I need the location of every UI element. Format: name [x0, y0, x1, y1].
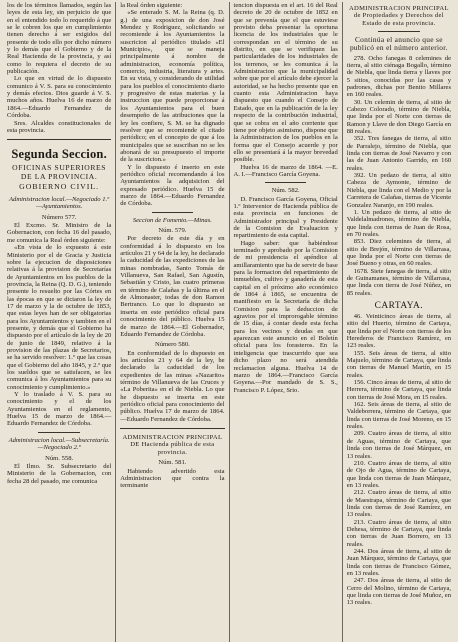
item-number: Núm. 579. [158, 227, 187, 235]
divider [378, 31, 420, 32]
item-number: Número 577. [41, 213, 77, 221]
listing-entry: 244. Dos áreas de tierra, al sitio de Juan Márquez, término de Cartaya, que linda con tierras de Francisco Gómez, en 13 reales. [346, 547, 451, 577]
listing-entry: 46. Veinticinco áreas de tierra, al sitio del Huerto, término de Cartaya, que linda por el Norte con tierras de los Herederos de Francisco Ramírez, en 123 reales. [346, 312, 451, 350]
article-text: Por decreto de este día y en conformidad á lo dispuesto en los artículos 21 y 64 de la ley, he declarado la caducidad de las expediciones de las minas nombradas, Santo Tomás de Villanueva, San Rafael, San Agustín, Sebastián y Cristo, las cuatro primeras en término de Calañas y la última en el de Almonaster, todas de don Ramon Bertranco. Lo que lo dispuesto se inserta en este periódico oficial para conocimiento del público. Huelva 15 de marzo de 1864.—El Gobernador, Eduardo Fernandez de Córdoba. [120, 235, 225, 338]
section-subtitle: OFICINAS SUPERIORES DE LA PROVINCIA. [12, 163, 107, 181]
column-3 [229, 2, 342, 642]
listing-entry: 392. Un pedazo de tierra, al sitio Cabeza de Aymonte, término de Niebla, que linda con el Medio y por la Carretera de Calañas, tierras de Vicente Gonzalez Naranjo, en 190 reales. [346, 172, 451, 209]
listing-entry: 30. Un celemin de tierra, al sitio de Cabezo Colorado, término de Niebla, que linda por el Norte con tierras de Ramon y Llave de don Diego García en 88 reales. [346, 98, 451, 136]
listing-entry: 1678. Siete fanegas de tierra, al sitio de Guinamanes, término de Villarrasa, que linda con tierra de José Núñez, en 85 reales. [346, 267, 451, 297]
listing-entry: 210. Cuatro áreas de tierra, al sitio de Ojo de Agua, término de Cartaya, que linda con tierras de Juan Márquez, en 13 reales. [346, 459, 451, 489]
divider [38, 432, 80, 433]
article-text: «Se enterado S. M. la Reina (q. D. g.) de una exposicion de don José Mendez y Rodriguez, solicitando se recomiende á los Ayuntamientos la suscricion al periódico titulado «El Municipio», que se maneja principalmente á nombre de administracion, economía política, comercio, industria, literatura y artes. En su vista, y considerando de utilidad para los pueblos el conocimiento diario y progresivo de estas materias y la instruccion que puede proporcionar á los Ayuntamientos para el buen desempeño de las atribuciones que la ley les confiere, S. M. se ha dignado resolver que se recomiende el citado periódico; en el concepto de que á los municipales que se suscriban no se les abonará de su presupuesto el importe de la suscricion.» [120, 9, 225, 164]
item-number: Núm. 582. [271, 187, 300, 195]
divider [7, 139, 111, 140]
divider [120, 428, 224, 429]
article-text: Y lo traslado á V. S. para su conocimiento y el de los Ayuntamientos en el reglamento, Huelva 15 de marzo de 1864.—Eduardo Fernandez de Córdoba. [7, 391, 112, 428]
listing-entry: 1. Un pedazo de tierra, al sitio de Valdelalmadrones, término de Niebla, que linda con tierras de Juan de Rosa, en 70 reales. [346, 208, 451, 238]
listing-entry: 155. Seis áreas de tierra, al sitio Majuelo, término de Cartaya, que linda con tierras de Manuel Martín, en 15 reales. [346, 349, 451, 379]
listing-entry: 162. Seis áreas de tierra, al sitio de Valdeborrera, término de Cartaya, que linda con tierras de José Moreno, en 15 reales. [346, 401, 451, 431]
article-text: El Ilmo. Sr. Subsecretario del Ministerio de la Gobernacion, con fecha 28 del pasado, me comunica [7, 462, 112, 485]
listing-entry: 156. Cinco áreas de tierra, al sitio de Herrera, término de Cartaya, que linda con tierras de José Mora, en 15 reales. [346, 379, 451, 401]
article-text: los de los términos llamados, según las leyes de esta ley, sin perjuicio de que en el entendido todo lo requerido á que se le cobren los que en cumplimiento tienen derecho á ser exigidos del presente de todo ello por dicho número y lo demás que el Gobierno y de la Real Hacienda de la provincia, y así como lo requiera el decreto de su publicación. [7, 2, 112, 76]
listing-entry: 247. Dos áreas de tierra, al sitio de Cerro del Molino, término de Cartaya, que linda con tierras de José Muñoz, en 13 reales. [346, 577, 451, 607]
listing-entry: 213. Cuatro áreas de tierra, al sitio Dehesa, término de Cartaya, que linda con tierras de Juan Borrero, en 13 reales. [346, 518, 451, 548]
listing-entry: 278. Ocho fanegas 8 celemines de tierra, al sitio ciénaga Bogallo, término de Niebla, que linda tierra y llaves por 5 sitios, conocidas por las casas y padrones, dichas por Benito Millares en 160 reales. [346, 54, 451, 99]
column-4 [342, 2, 455, 642]
town-heading: CARTAYA. [374, 300, 424, 311]
article-text: tencion dispuesta en el art. 16 del Real decreto de 20 de octubre de 1852 en que se prevenía que el que estuviese provisto deba presentar la oportuna licencia de los industriales que le correspondan en el término de su distrito, en que se verifiquen las particularidades de los industriales de los terrenos, se les comunica á la Administracion que la municipalidad sobre que por el artículo debe ejercer la autoridad, se ha hecho presente que en cuanto esta Administracion haya dispuesto que cuando el Consejo de Estado, que en la publicación de la ley respecto de la contribución industrial, que se cobra en el año corriente que tiene por objeto asimismo, dispone que la Administracion de los pueblos en la forma que el Consejo acuerde y por ello se presentará á la mayor brevedad posible. [233, 2, 338, 164]
office-heading: ADMINISTRACION PRINCIPAL de Propiedades y Derechos del Estado de esta provincia. [348, 5, 449, 27]
article-text: Hago saber: que habiéndose terminado y aprobado por la Comision de mi presidencia el apéndice al amillaramiento que ha de servir de base para la formacion del repartimiento de inmuebles, cultivo y ganadería de esta capital en el próximo año económico de 1864 á 1865, se encuentra de manifiesto en la Secretaría de dicha Comision para la deduccion de agravios por el improrogable término de 15 días, á contar desde esta fecha para los vecinos y deudas en que aparezcan este anuncio en el Boletín oficial para los forasteros. En la inteligencia que trascurrido que sea dicho plazo no será atendida reclamacion alguna. Huelva 14 de marzo de 1864.—Francisco García Goyena.—Por mandado de S. S., Francisco P. López, Srio. [233, 239, 338, 394]
item-number: Núm. 558. [45, 454, 74, 462]
article-text: D. Francisco García Goyena, Oficial 1.º Interventor de Hacienda pública de esta provincia en funciones de Administrador principal y Presidente de la Comision de Evaluacion y repartimiento de esta capital. [233, 195, 338, 240]
listing-entry: 352. Tres fanegas de tierra, al sitio de Parralejo, término de Niebla, que linda con tierras de José Navarro y con las de Juan Antonio Garrido, en 160 reales. [346, 135, 451, 172]
column-1 [3, 2, 115, 642]
section-title: Segunda Seccion. [11, 147, 107, 162]
listing-entry: 209. Cuatro áreas de tierra, al sitio de Aguas, término de Cartaya, que linda con tierras de José Márquez, en 13 reales. [346, 430, 451, 460]
article-text: la Real órden siguiente: [120, 2, 183, 9]
department-heading: Seccion de Fomento.—Minas. [132, 216, 212, 224]
column-2 [115, 2, 228, 642]
divider [152, 212, 194, 213]
notice-heading: Continúa el anuncio que se publicó en el número anterior. [349, 35, 448, 53]
listing-entry: 853. Diez celemines de tierra, al sitio de Brejón, término de Villarrasa, que linda por el Norte con tierras de José Bueno y otras, en 60 reales. [346, 238, 451, 268]
article-text: Huelva 16 de marzo de 1864. —E. A. I.—Francisco García Goyena. [233, 163, 338, 178]
item-number: Número 580. [154, 341, 190, 349]
article-text: Y lo dispuesto é inserto en este periódico oficial recomendando á los Ayuntamientos la adquisicion del expresado periódico. Huelva 15 de marzo de 1864.—Eduardo Fernandez de Córdoba. [120, 163, 225, 208]
department-heading: Administracion local.—Negociado 1.º—Ayuntamientos. [9, 195, 110, 211]
article-text: En conformidad de lo dispuesto en los artículos 21 y 64 de la ley, he declarado la caducidad de los expedientes de las minas «Nazarito» término de Villanueva de las Cruces y «La Poberita» en el de Niebla. Lo que he dispuesto se inserta en este periódico oficial para conocimiento del público. Huelva 17 de marzo de 1864.—Eduardo Fernandez de Córdoba. [120, 349, 225, 423]
office-title: GOBIERNO CIVIL. [19, 182, 100, 192]
article-text: Lo que en virtud de lo dispuesto comunico á V. S. para su conocimiento y demás efectos. Dios guarde á V. S. muchos años. Huelva 16 de marzo de 1864.—Eduardo Fernandez de Córdoba. [7, 75, 112, 120]
article-text: Habiendo advertido esta Administracion que contra la terminante [120, 467, 225, 490]
item-number: Núm. 581. [158, 459, 187, 467]
office-heading: ADMINISTRACION PRINCIPAL DE Hacienda pública de esta provincia. [122, 433, 223, 456]
article-text: Sres. Alcaldes constitucionales de esta provincia. [7, 119, 112, 134]
department-heading: Administracion local.—Subsecretaría.—Negociado 2.º [8, 436, 110, 452]
article-text: «En vista de lo expuesto á este Ministerio por el de Gracia y Justicia sobre la ejecucion de disposiciones relativas á la provision de Secretarías de Ayuntamientos en los pueblos de la provincia, la Reina (Q. D. G.), teniendo presente lo resuelto por las Córtes en las épocas en que se dictaron la ley de 17 de marzo y la de octubre de 1853, que estas leyes han de ser obligatorias para los Ayuntamientos y tambien en el presente, y demás que el Gobierno ha dispuesto por el artículo de la ley de 20 de junio de 1849, relativo á la provision de las plazas de Secretarios, se ha servido resolver: 1.º que las cosas que el Gobierno del año 1845, y 2.º que los sueldos que se satisfacen, se les comunica á los Ayuntamientos para su conocimiento y cumplimiento.» [7, 244, 112, 391]
article-text: El Excmo. Sr. Ministro de la Gobernacion, con fecha 16 del pasado, me comunica la Real órden siguiente: [7, 222, 112, 244]
divider [265, 182, 307, 183]
listing-entry: 212. Cuatro áreas de tierra, al sitio de Maestrapa, término de Cartaya, que linda con tierras de José Ramírez, en 13 reales. [346, 489, 451, 519]
